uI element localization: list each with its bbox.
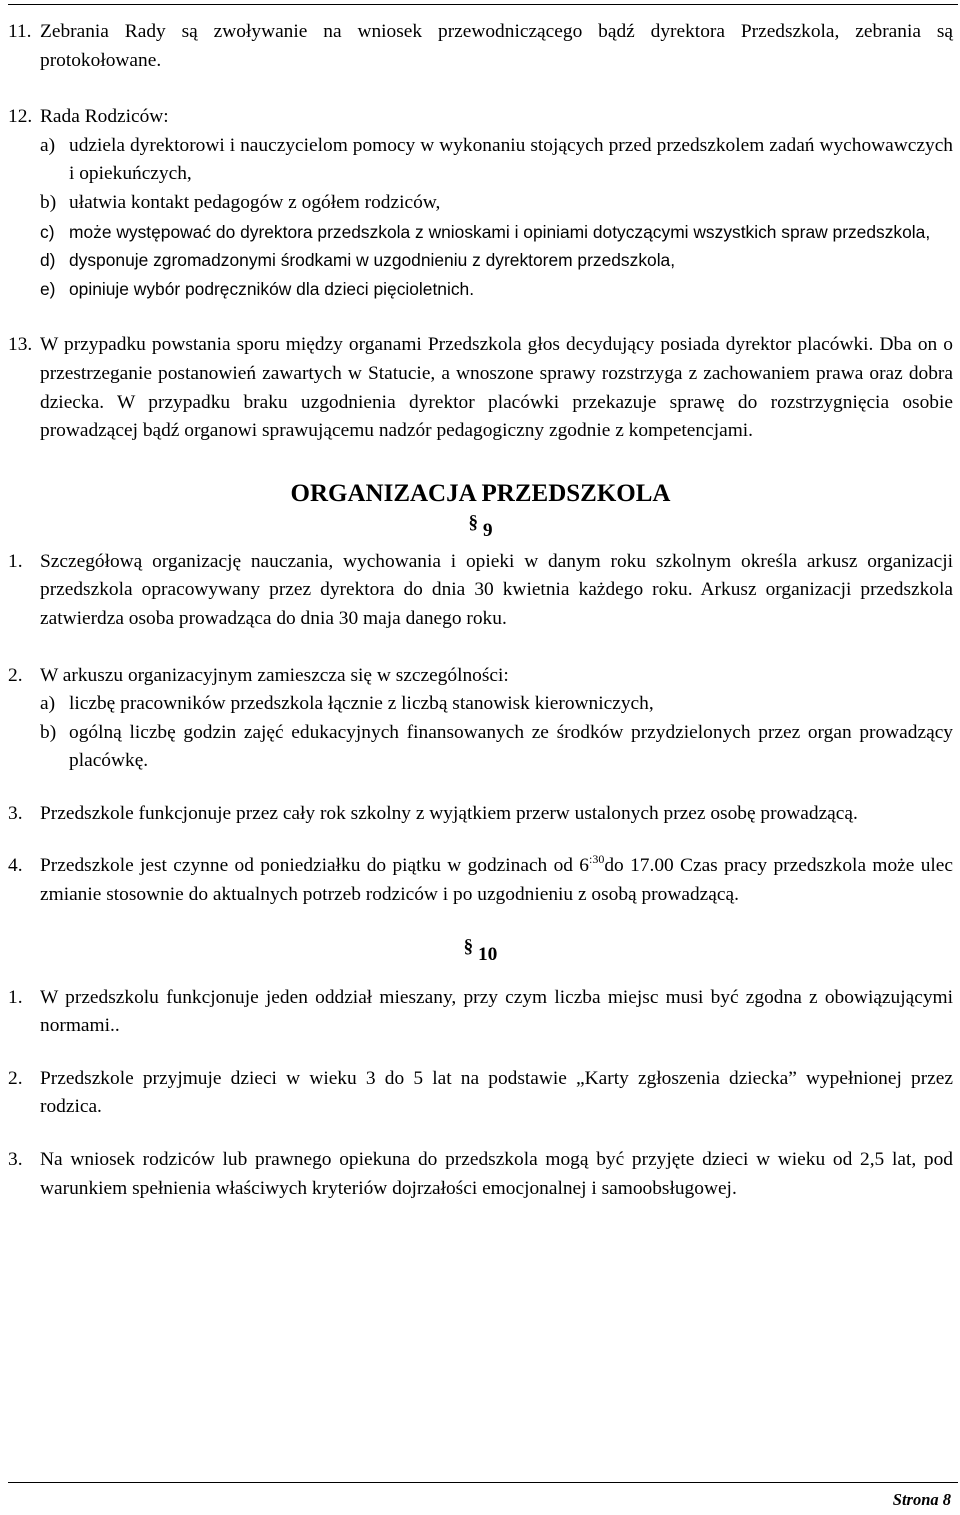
list-item-9-2 [8, 662, 953, 776]
item-text [40, 852, 953, 909]
list-item-10-3 [8, 1146, 953, 1203]
list-item-11 [8, 18, 953, 75]
sub-text: ułatwia kontakt pedagogów z ogółem rodziców, [69, 191, 441, 213]
list-item-10-2 [8, 1065, 953, 1122]
item-intro: W arkuszu organizacyjnym zamieszcza się w szczególności: [40, 664, 509, 686]
spacer [8, 910, 953, 938]
sub-item-a [40, 690, 953, 719]
item-text: W przedszkolu funkcjonuje jeden oddział mieszany, przy czym liczba miejsc musi być zgodna z obowiązującymi normami.. [40, 986, 953, 1037]
page-number: Strona 8 [892, 1490, 951, 1509]
sub-item-b [40, 719, 953, 776]
sub-letter: b) [40, 191, 57, 213]
list-item-9-4 [8, 852, 953, 909]
item-number: 2. [8, 664, 23, 686]
item-text: Przedszkole funkcjonuje przez cały rok szkolny z wyjątkiem przerw ustalonych przez osobę prowadzącą. [40, 802, 858, 824]
sub-text: może występować do dyrektora przedszkola z wnioskami i opiniami dotyczącymi wszystkich spraw przedszkola, [69, 221, 931, 242]
sub-letter: a) [40, 134, 56, 156]
sub-item-b [40, 189, 953, 218]
sub-text: opiniuje wybór podręczników dla dzieci pięcioletnich. [69, 278, 475, 299]
item-text: Szczegółową organizację nauczania, wychowania i opieki w danym roku szkolnym określa arkusz organizacji przedszkola opracowywany przez dyrektora do dnia 30 kwietnia każdego roku. Arkusz organizacji przedszkola zatwierdza osoba prowadząca do dnia 30 maja danego roku. [40, 550, 953, 629]
item-text: Zebrania Rady są zwoływanie na wniosek przewodniczącego bądź dyrektora Przedszkola, zebrania są protokołowane. [40, 21, 953, 71]
sub-letter: e) [40, 278, 56, 299]
sub-text: ogólną liczbę godzin zajęć edukacyjnych finansowanych ze środków przydzielonych przez organ prowadzący placówkę. [69, 721, 953, 772]
list-item-9-1 [8, 548, 953, 634]
paragraph-number: 10 [477, 943, 498, 965]
list-item-10-1 [8, 984, 953, 1041]
sub-text: liczbę pracowników przedszkola łącznie z liczbą stanowisk kierowniczych, [69, 693, 654, 715]
paragraph-mark-10 [8, 935, 953, 972]
sub-item-e [40, 275, 953, 304]
sub-item-d [40, 246, 953, 275]
spacer [8, 303, 953, 331]
item-number: 1. [8, 550, 23, 572]
item-text: Przedszkole przyjmuje dzieci w wieku 3 do 5 lat na podstawie „Karty zgłoszenia dziecka” wypełnionej przez rodzica. [40, 1067, 953, 1118]
sub-letter: a) [40, 693, 56, 715]
item-body [40, 103, 953, 303]
text-part: do 17.00 Czas pracy przedszkola może ulec zmianie stosownie do aktualnych potrzeb rodziców i po uzgodnieniu z osobą prowadzącą. [40, 855, 954, 906]
sub-text: udziela dyrektorowi i nauczycielom pomocy w wykonaniu stojących przed przedszkolem zadań wychowawczych i opiekuńczych, [69, 134, 953, 185]
spacer [8, 1041, 953, 1065]
item-number: 3. [8, 1149, 23, 1171]
list-item-13 [8, 331, 953, 445]
section-heading: ORGANIZACJA PRZEDSZKOLA [290, 479, 671, 507]
item-text: Na wniosek rodziców lub prawnego opiekuna do przedszkola mogą być przyjęte dzieci w wieku od 2,5 lat, pod warunkiem spełnienia właściwych kryteriów dojrzałości emocjonalnej i samoobsługowej. [40, 1149, 953, 1199]
sub-text: dysponuje zgromadzonymi środkami w uzgodnieniu z dyrektorem przedszkola, [69, 250, 676, 271]
header-rule [8, 4, 958, 5]
list-item-12 [8, 103, 953, 303]
spacer [8, 75, 953, 103]
sub-letter: d) [40, 250, 56, 271]
item-intro: Rada Rodziców: [40, 106, 169, 128]
spacer [8, 828, 953, 852]
time-superscript: :30 [589, 852, 605, 867]
item-number: 2. [8, 1067, 23, 1089]
item-number: 3. [8, 802, 23, 824]
item-number: 12. [8, 106, 33, 128]
sub-letter: c) [40, 221, 55, 242]
list-item-9-3 [8, 800, 953, 829]
sub-item-a [40, 132, 953, 189]
footer-rule [8, 1482, 958, 1483]
item-text: W przypadku powstania sporu między organami Przedszkola głos decydujący posiada dyrektor placówki. Dba on o przestrzeganie postanowień zawartych w Statucie, a wnoszone sprawy rozstrzyga z zachowaniem prawa oraz dobra dziecka. W przypadku braku uzgodnienia dyrektor placówki przekazuje sprawę do rozstrzygnięcia osobie prowadzącej bądź organowi sprawującemu nadzór pedagogiczny zgodnie z kompetencjami. [40, 334, 953, 442]
item-number: 11. [8, 21, 32, 42]
section-sign: § [463, 935, 474, 957]
item-number: 4. [8, 855, 23, 877]
section-sign: § [468, 511, 478, 533]
spacer [8, 634, 953, 662]
sub-letter: b) [40, 721, 57, 743]
spacer [8, 776, 953, 800]
sub-item-c [40, 218, 953, 247]
spacer [8, 972, 953, 984]
document-page [8, 18, 953, 1203]
spacer [8, 1122, 953, 1146]
paragraph-mark-9 [8, 511, 953, 548]
text-part: Przedszkole jest czynne od poniedziałku do piątku w godzinach od 6 [40, 855, 590, 877]
item-number: 13. [8, 334, 33, 356]
paragraph-number: 9 [482, 519, 493, 541]
item-number: 1. [8, 986, 23, 1008]
item-body [40, 662, 953, 776]
